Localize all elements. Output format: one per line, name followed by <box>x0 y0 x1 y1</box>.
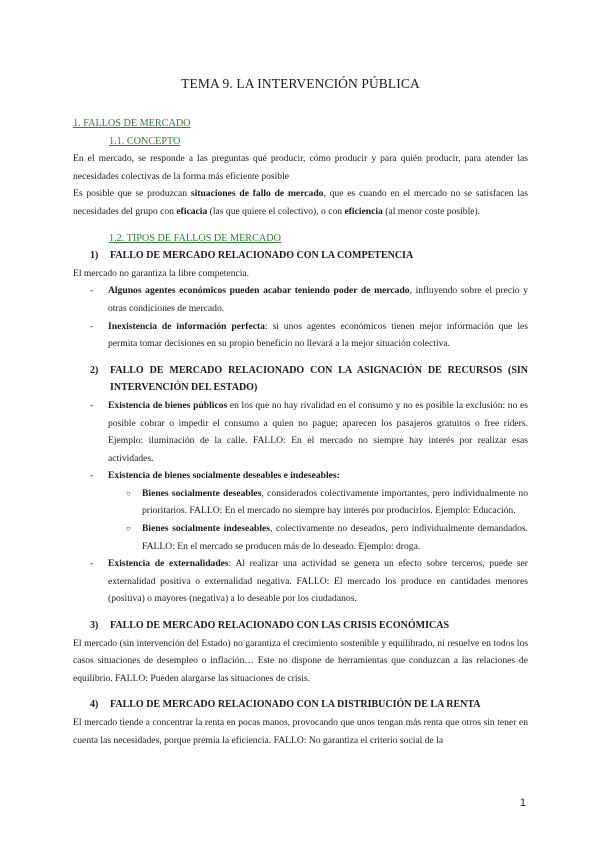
text-run: , colectivamente no deseados, pero individualmente demandados. FALLO: En el mercado se producen más de lo deseado. Ejemplo: droga. <box>142 523 528 552</box>
bold-run: Existencia de externalidades <box>108 558 229 570</box>
fallo-1-intro: El mercado no garantiza la libre competencia. <box>73 267 250 279</box>
fallo-4-title: FALLO DE MERCADO RELACIONADO CON LA DISTRIBUCIÓN DE LA RENTA <box>110 699 481 711</box>
bold-run: Existencia de bienes públicos <box>108 399 228 411</box>
text-run: , considerados colectivamente importantes, pero individualmente no prioritarios. FALLO: En el mercado no siempre hay interés por producirlos. Ejemplo: Educación. <box>142 487 528 517</box>
subsection-heading-concepto: 1.1. CONCEPTO <box>109 135 181 147</box>
sub-list-item <box>73 485 528 520</box>
text-run: , influyendo sobre el precio y otras condiciones de mercado. <box>108 285 528 314</box>
fallo-1-title: FALLO DE MERCADO RELACIONADO CON LA COMPETENCIA <box>110 250 414 262</box>
list-number: 2) <box>90 364 99 376</box>
list-item-text <box>108 318 528 353</box>
concepto-paragraph-2 <box>73 185 528 220</box>
list-item <box>73 318 528 353</box>
dash-bullet: - <box>90 285 94 297</box>
list-number: 1) <box>90 250 99 262</box>
dash-bullet: - <box>90 558 94 570</box>
text-run: : si unos agentes económicos tienen mejor información que les permita tomar decisiones en su propio beneficio no llevará a la mejor situación colectiva. <box>108 320 528 350</box>
fallo-4-paragraph: El mercado tiende a concentrar la renta en pocas manos, provocando que unos tengan más renta que otros sin tener en cuenta las necesidades, porque premia la eficiencia. FALLO: No garantiza el criterio social de la <box>73 717 528 746</box>
bold-run: Bienes socialmente deseables <box>142 487 262 499</box>
list-item <box>73 282 528 317</box>
list-item-text <box>108 397 528 467</box>
list-item-text <box>108 282 528 317</box>
list-item-text <box>108 467 528 485</box>
list-item <box>73 397 528 467</box>
bold-run: Inexistencia de información perfecta <box>108 320 265 332</box>
circle-bullet-icon: ○ <box>126 488 131 498</box>
bold-run: Existencia de bienes socialmente deseables e indeseables: <box>108 470 340 482</box>
list-number: 3) <box>90 620 99 632</box>
text-run: (las que quiere el colectivo), o con <box>207 205 345 217</box>
page-number: 1 <box>519 797 526 809</box>
list-item-text <box>108 555 528 608</box>
document-title: TEMA 9. LA INTERVENCIÓN PÚBLICA <box>181 76 420 91</box>
text-run: : Al realizar una actividad se genera un efecto sobre terceros, puede ser externalidad positiva o externalidad negativa. FALLO: El mercado los produce en cantidades menores (positiva) o mayores (negativa) a lo deseable por los ciudadanos. <box>108 558 529 605</box>
bold-run: eficiencia <box>344 205 383 217</box>
dash-bullet: - <box>90 470 94 482</box>
sub-list-item <box>73 520 528 555</box>
circle-bullet-icon: ○ <box>126 524 131 534</box>
fallo-2-title: FALLO DE MERCADO RELACIONADO CON LA ASIGNACIÓN DE RECURSOS (SIN INTERVENCIÓN DEL ESTADO) <box>110 364 528 394</box>
section-heading-fallos-de-mercado: 1. FALLOS DE MERCADO <box>73 118 191 129</box>
sub-list-item-text <box>142 485 528 520</box>
text-run: en los que no hay rivalidad en el consumo y no es posible la exclusión: no es posible cobrar o impedir el consumo a quien no pague; aparecen los pasajeros gratuitos o free riders. Ejemplo: iluminación de la calle. FALLO: En el mercado no siempre hay interés por realizar esas actividades. <box>108 399 528 464</box>
fallo-3-heading <box>73 617 528 635</box>
text-run: Es posible que se produzcan <box>73 188 191 200</box>
fallo-3-paragraph: El mercado (sin intervención del Estado) no garantiza el crecimiento sostenible y equilibrado, ni resuelve en todos los casos situaciones de desempleo o inflación… Este no dispone de herramientas que conduzcan a las relaciones de equilibrio. FALLO: Pueden alargarse las situaciones de crisis. <box>73 637 528 684</box>
bold-run: eficacia <box>176 205 208 217</box>
sub-list-item-text <box>142 520 528 555</box>
document-body <box>73 74 528 749</box>
list-number: 4) <box>90 699 99 711</box>
bold-run: Algunos agentes económicos pueden acabar teniendo poder de mercado <box>108 285 410 297</box>
text-run: , que es cuando en el mercado no se satisfacen las necesidades del grupo con <box>73 188 528 217</box>
fallo-4-heading <box>73 696 528 714</box>
list-item <box>73 555 528 608</box>
dash-bullet: - <box>90 320 94 332</box>
bold-run: Bienes socialmente indeseables <box>142 523 271 535</box>
fallo-2-heading <box>73 362 528 397</box>
subsection-heading-tipos: 1.2. TIPOS DE FALLOS DE MERCADO <box>109 232 281 244</box>
bold-run: situaciones de fallo de mercado <box>190 188 324 200</box>
list-item <box>73 467 528 485</box>
text-run: (al menor coste posible). <box>382 205 481 217</box>
dash-bullet: - <box>90 399 94 411</box>
fallo-3-title: FALLO DE MERCADO RELACIONADO CON LAS CRISIS ECONÓMICAS <box>110 620 450 632</box>
concepto-paragraph-1: En el mercado, se responde a las preguntas qué producir, cómo producir y para quién producir, para atender las necesidades colectivas de la forma más eficiente posible <box>73 153 528 182</box>
fallo-1-heading <box>73 247 528 265</box>
